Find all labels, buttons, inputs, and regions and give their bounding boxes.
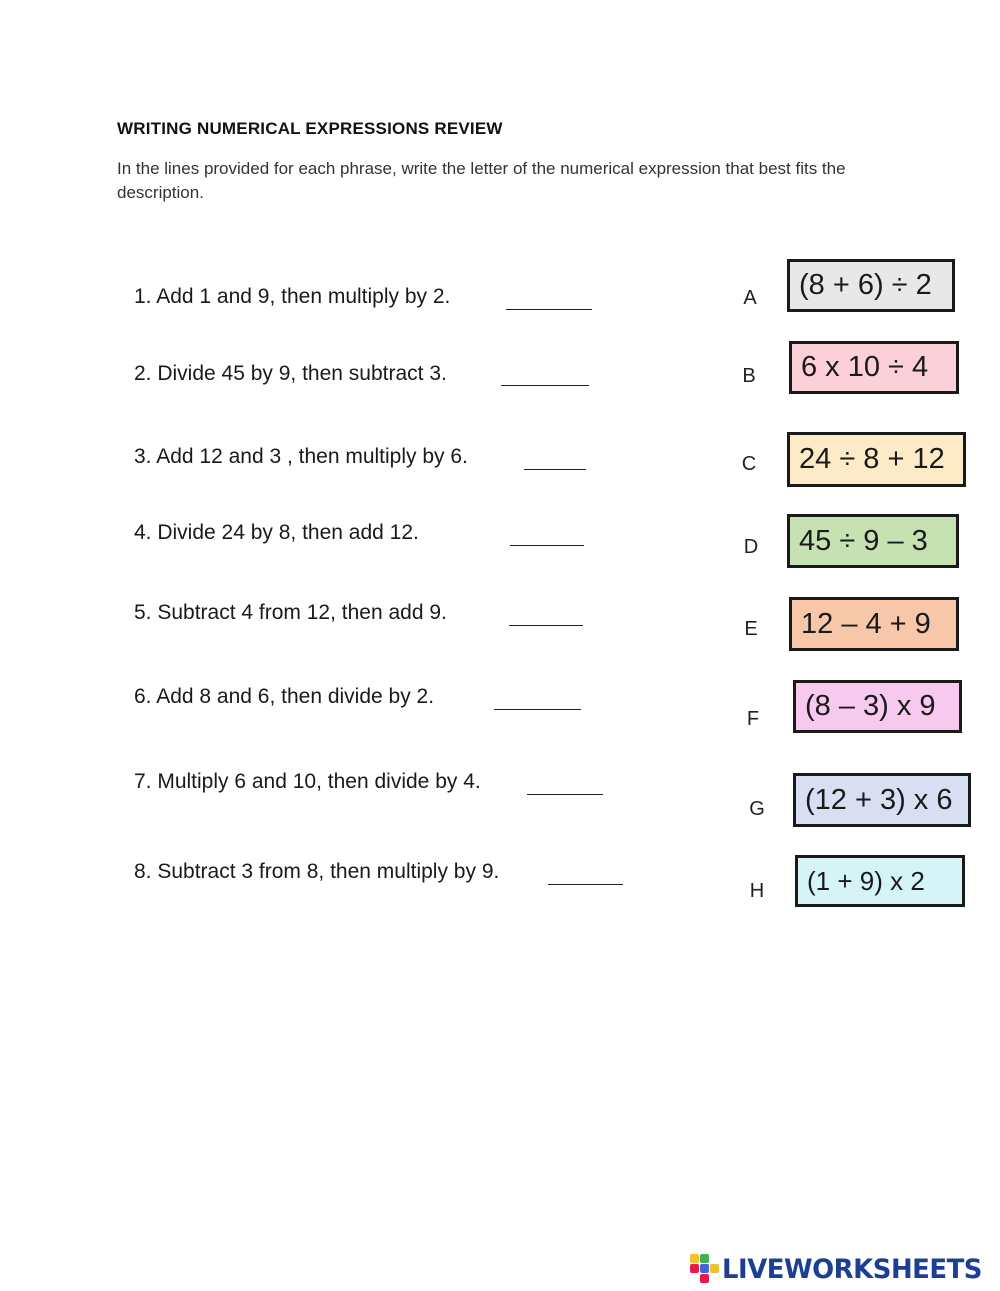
option-letter-c: C xyxy=(741,453,757,475)
answer-blank-5[interactable] xyxy=(509,625,583,626)
answer-blank-8[interactable] xyxy=(548,884,623,885)
question-5: 5. Subtract 4 from 12, then add 9. xyxy=(134,601,447,624)
expression-box-g: (12 + 3) x 6 xyxy=(793,773,971,827)
liveworksheets-logo xyxy=(690,1253,993,1285)
question-8: 8. Subtract 3 from 8, then multiply by 9. xyxy=(134,860,500,883)
question-1: 1. Add 1 and 9, then multiply by 2. xyxy=(134,285,451,308)
liveworksheets-logo-icon xyxy=(690,1254,720,1284)
question-4: 4. Divide 24 by 8, then add 12. xyxy=(134,521,419,544)
question-2: 2. Divide 45 by 9, then subtract 3. xyxy=(134,362,447,385)
question-6: 6. Add 8 and 6, then divide by 2. xyxy=(134,685,435,708)
answer-blank-1[interactable] xyxy=(506,309,592,310)
option-letter-h: H xyxy=(749,880,765,902)
answer-blank-2[interactable] xyxy=(501,385,589,386)
question-7: 7. Multiply 6 and 10, then divide by 4. xyxy=(134,770,481,793)
option-letter-f: F xyxy=(746,708,760,730)
option-letter-a: A xyxy=(743,287,757,309)
expression-box-b: 6 x 10 ÷ 4 xyxy=(789,341,959,394)
answer-blank-6[interactable] xyxy=(494,709,581,710)
expression-box-f: (8 – 3) x 9 xyxy=(793,680,962,733)
expression-box-a: (8 + 6) ÷ 2 xyxy=(787,259,955,312)
expression-box-h: (1 + 9) x 2 xyxy=(795,855,965,907)
answer-blank-3[interactable] xyxy=(524,469,586,470)
worksheet-instructions: In the lines provided for each phrase, write the letter of the numerical expression that best fits the description. xyxy=(117,159,846,202)
expression-box-e: 12 – 4 + 9 xyxy=(789,597,959,651)
worksheet-title: WRITING NUMERICAL EXPRESSIONS REVIEW xyxy=(117,119,503,138)
option-letter-d: D xyxy=(743,536,759,558)
expression-box-d: 45 ÷ 9 – 3 xyxy=(787,514,959,568)
option-letter-g: G xyxy=(749,798,765,820)
option-letter-b: B xyxy=(742,365,756,387)
expression-box-c: 24 ÷ 8 + 12 xyxy=(787,432,966,487)
liveworksheets-wordmark: LIVEWORKSHEETS xyxy=(722,1253,983,1285)
question-3: 3. Add 12 and 3 , then multiply by 6. xyxy=(134,445,468,468)
answer-blank-4[interactable] xyxy=(510,545,584,546)
answer-blank-7[interactable] xyxy=(527,794,603,795)
option-letter-e: E xyxy=(744,618,758,640)
